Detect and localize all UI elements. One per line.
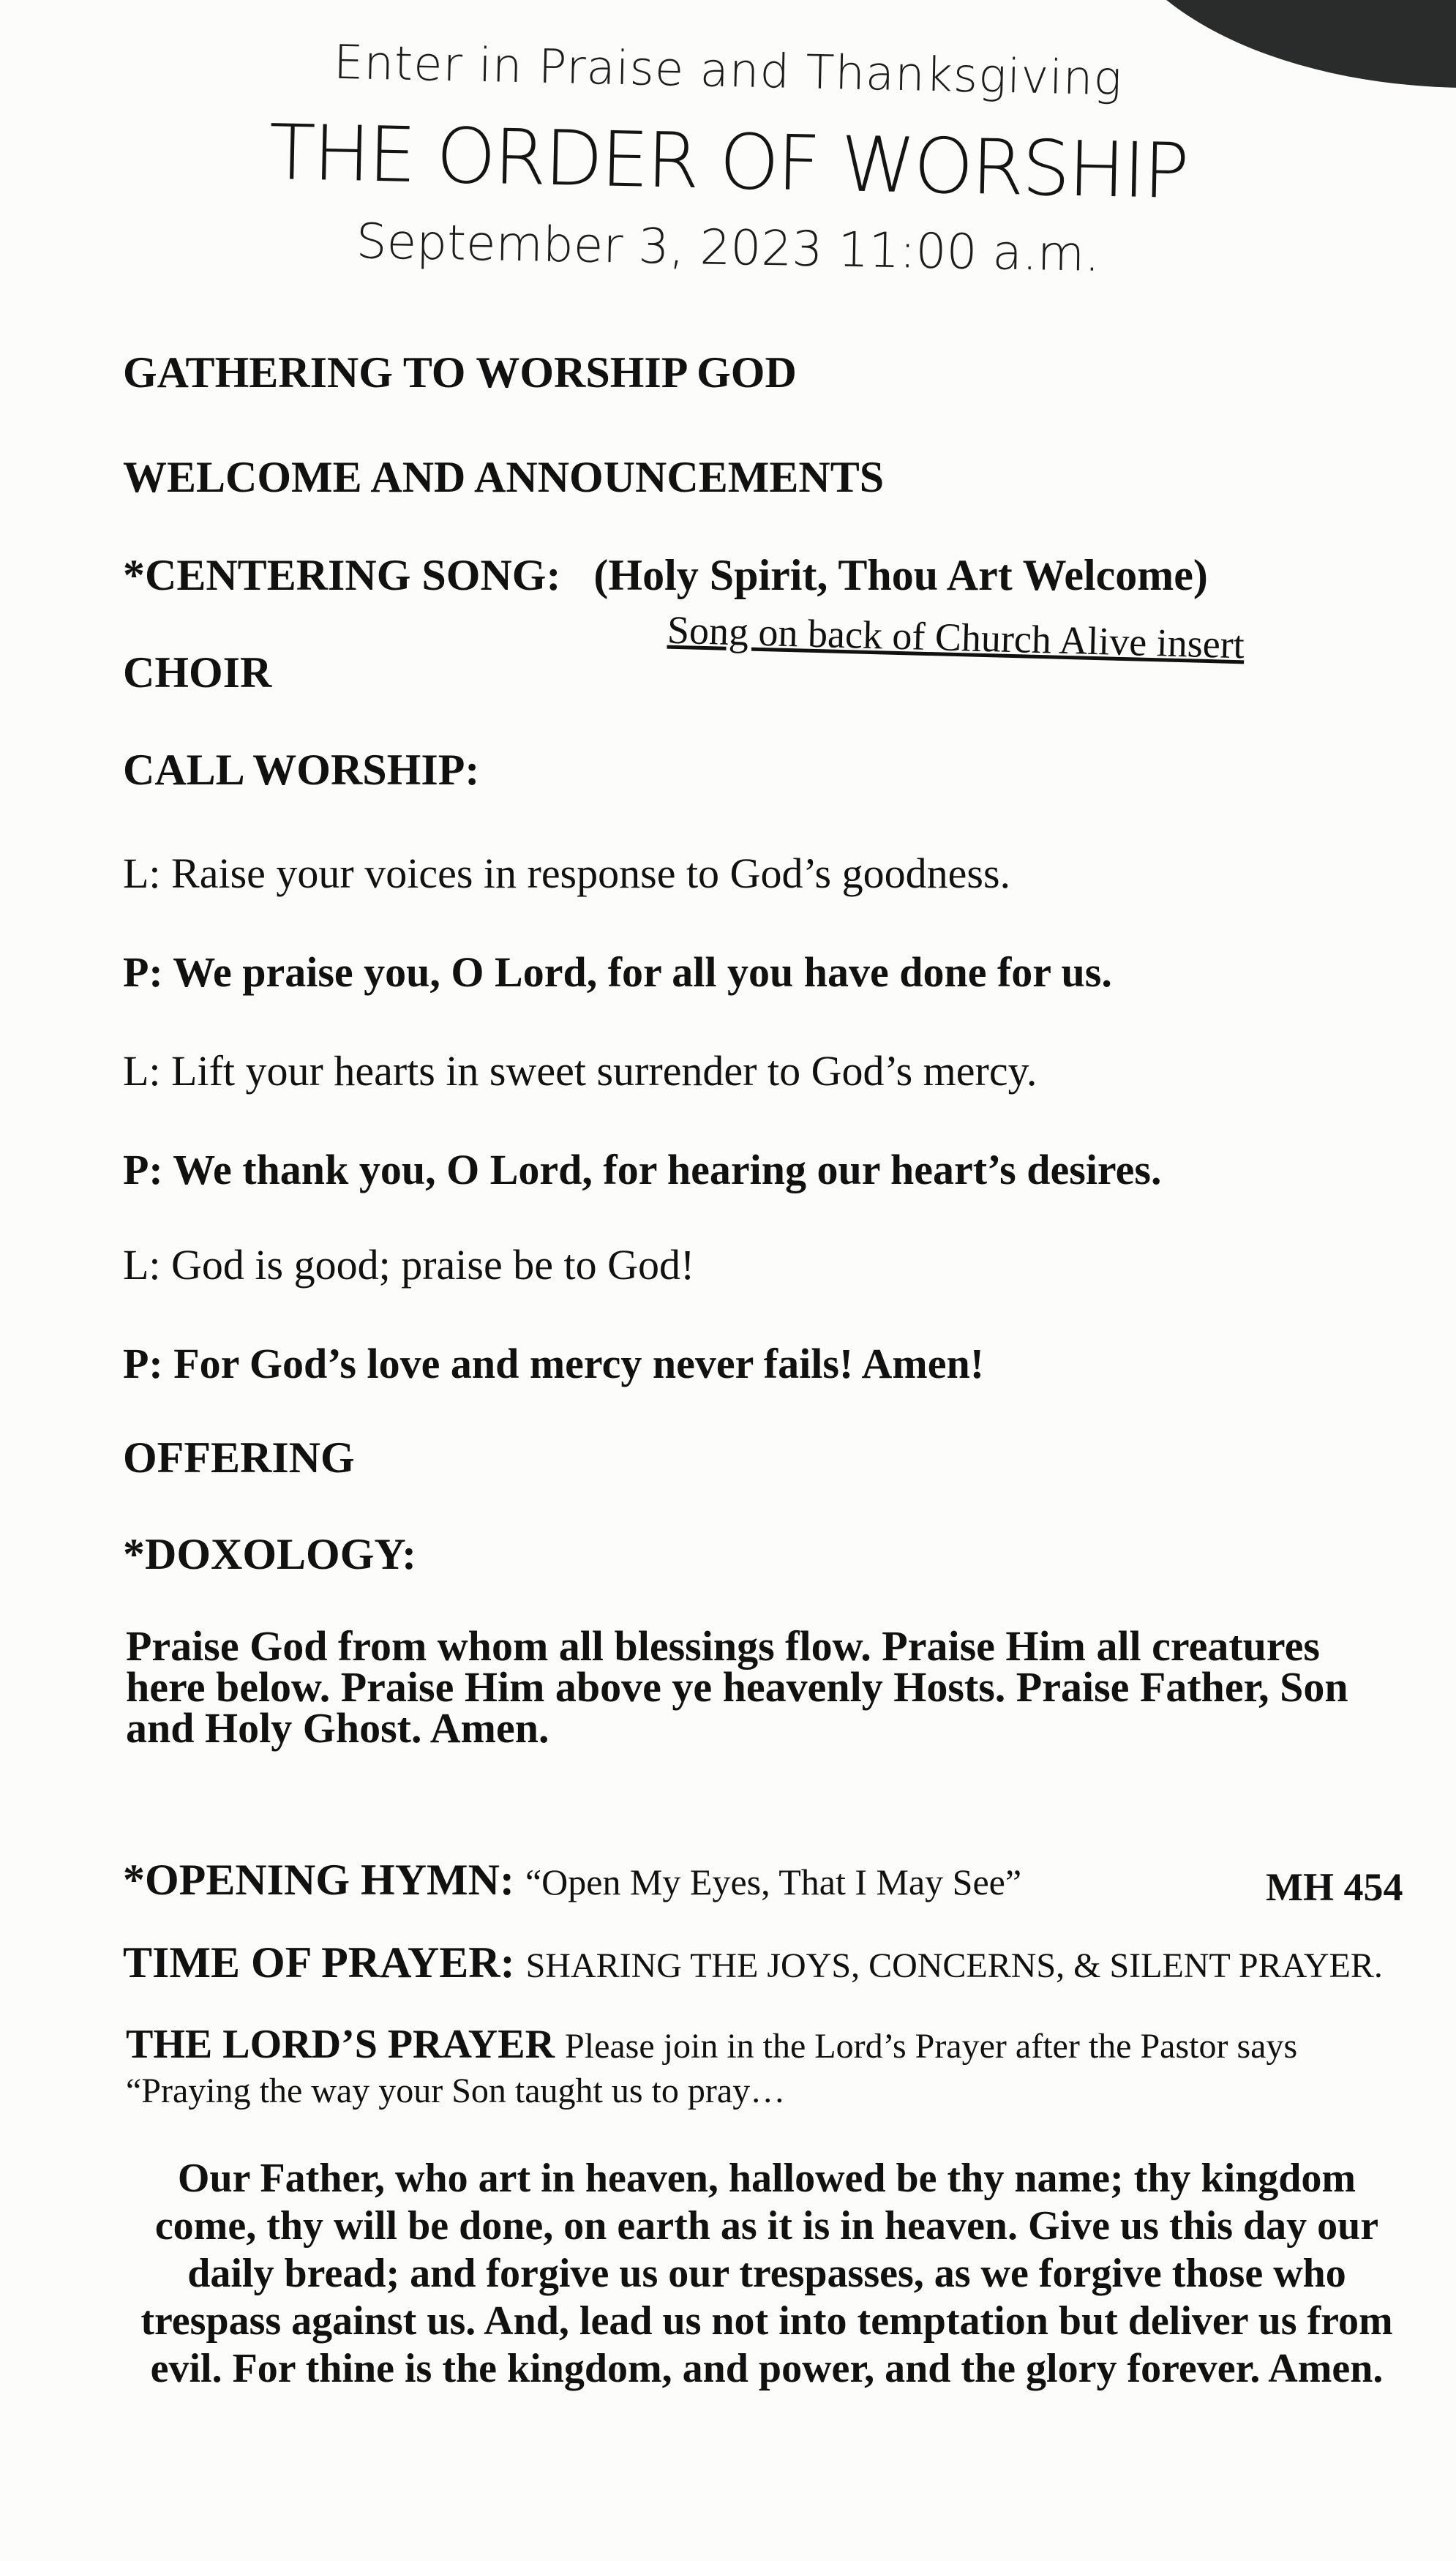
section-choir: CHOIR	[123, 648, 272, 697]
call-line-leader: L: Lift your hearts in sweet surrender to God’s mercy.	[123, 1047, 1037, 1095]
section-time-of-prayer	[123, 1938, 1383, 1988]
section-centering-song	[123, 550, 1208, 601]
hymn-number: MH 454	[1266, 1865, 1403, 1909]
lords-prayer-text: Our Father, who art in heaven, hallowed be thy name; thy kingdom come, thy will be done, on earth as it is in heaven. Give us this day our daily bread; and forgive us our trespasses, as we forgive those who trespass against us. And, lead us not into temptation but deliver us from evil. For thine is the kingdom, and power, and the glory forever. Amen.	[140, 2156, 1393, 2391]
section-welcome: WELCOME AND ANNOUNCEMENTS	[123, 453, 885, 501]
section-offering: OFFERING	[123, 1433, 355, 1482]
time-of-prayer-text: SHARING THE JOYS, CONCERNS, & SILENT PRAYER.	[525, 1946, 1383, 1985]
section-doxology: *DOXOLOGY:	[123, 1530, 417, 1578]
section-call-worship: CALL WORSHIP:	[123, 746, 480, 794]
bulletin-title: THE ORDER OF WORSHIP	[268, 107, 1188, 217]
call-line-people: P: We praise you, O Lord, for all you have done for us.	[123, 948, 1112, 996]
centering-song-title: (Holy Spirit, Thou Art Welcome)	[593, 551, 1208, 599]
opening-hymn-title: “Open My Eyes, That I May See”	[525, 1861, 1022, 1902]
centering-song-label: *CENTERING SONG:	[123, 551, 561, 599]
lords-prayer-label: THE LORD’S PRAYER	[126, 2022, 555, 2067]
bulletin-subtitle: Enter in Praise and Thanksgiving	[333, 35, 1123, 107]
section-lords-prayer	[126, 2023, 1392, 2112]
call-line-people: P: We thank you, O Lord, for hearing our heart’s desires.	[123, 1146, 1162, 1193]
call-line-people: P: For God’s love and mercy never fails! Amen!	[123, 1340, 985, 1387]
section-opening-hymn	[123, 1855, 1021, 1905]
section-gathering: GATHERING TO WORSHIP GOD	[123, 348, 797, 397]
centering-song-note: Song on back of Church Alive insert	[667, 607, 1245, 667]
bulletin-date: September 3, 2023 11:00 a.m.	[356, 213, 1100, 282]
call-line-leader: L: God is good; praise be to God!	[123, 1241, 695, 1289]
call-line-leader: L: Raise your voices in response to God’s goodness.	[123, 850, 1011, 897]
opening-hymn-label: *OPENING HYMN:	[123, 1856, 514, 1904]
lords-prayer-intro: Please join in the Lord’s Prayer after the Pastor says “Praying the way your Son taught us to pray…	[126, 2027, 1298, 2110]
time-of-prayer-label: TIME OF PRAYER:	[123, 1938, 515, 1987]
doxology-text: Praise God from whom all blessings flow. Praise Him all creatures here below. Praise Him above ye heavenly Hosts. Praise Father, Son and Holy Ghost. Amen.	[126, 1622, 1348, 1752]
